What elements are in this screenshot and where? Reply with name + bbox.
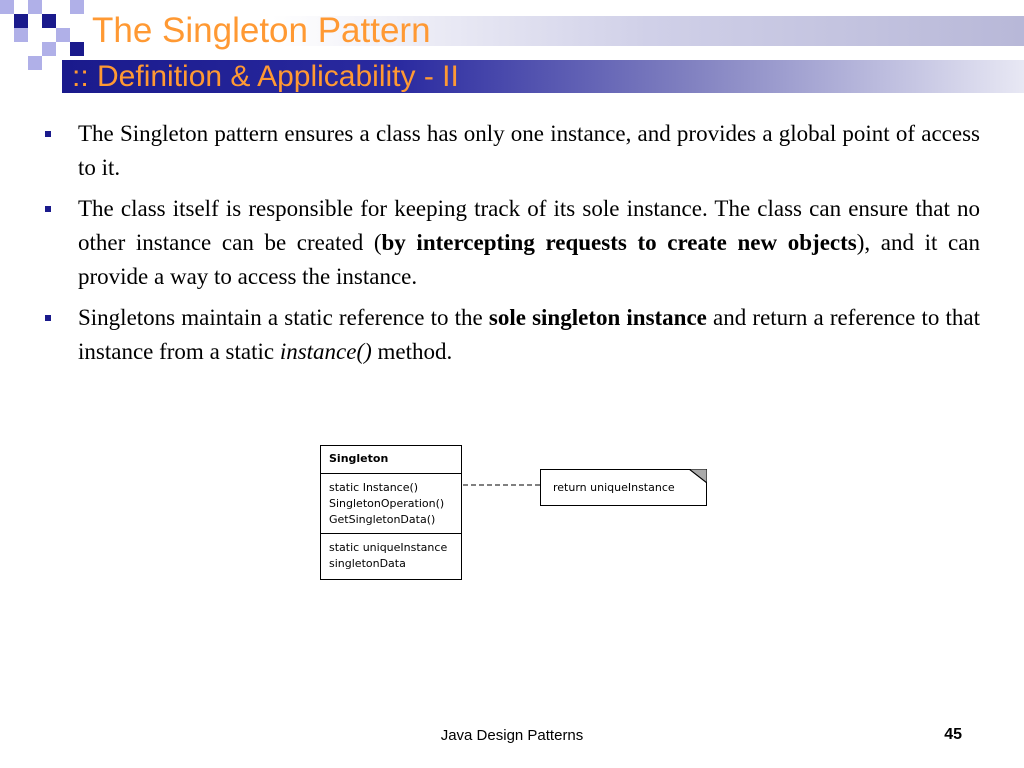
- bullet-item: [40, 192, 980, 294]
- deco-square: [42, 14, 56, 28]
- page-number: 45: [944, 726, 962, 743]
- bullet-text: sole singleton instance: [488, 305, 707, 330]
- bullet-square-icon: [45, 206, 51, 212]
- deco-square: [14, 14, 28, 28]
- uml-operation: GetSingletonData(): [329, 513, 436, 526]
- bullet-text: and return a reference to that instance from a static: [78, 305, 981, 364]
- bullet-text: ), and it can provide a way to access the instance.: [78, 230, 980, 289]
- footer-title: Java Design Patterns: [440, 727, 584, 744]
- uml-attributes: [321, 534, 461, 572]
- bullet-list: [40, 117, 980, 376]
- bullet-square-icon: [45, 131, 51, 137]
- bullet-item: [40, 117, 980, 185]
- bullet-text: instance(): [279, 339, 372, 364]
- deco-square: [70, 0, 84, 14]
- bullet-text: The Singleton pattern ensures a class has only one instance, and provides a global point of access to it.: [78, 121, 980, 180]
- deco-square: [14, 28, 28, 42]
- bullet-text: The class itself is responsible for keeping track of its sole instance. The class can ensure that no other instance can be created (: [78, 196, 980, 255]
- slide-title: The Singleton Pattern: [92, 11, 431, 50]
- deco-square: [28, 56, 42, 70]
- deco-square: [0, 0, 14, 14]
- bullet-text: by intercepting requests to create new objects: [381, 230, 857, 255]
- uml-note-text: return uniqueInstance: [553, 481, 675, 494]
- note-fold-icon: [689, 469, 707, 483]
- deco-square: [42, 42, 56, 56]
- uml-class-box: [320, 445, 462, 580]
- uml-operation: static Instance(): [329, 481, 419, 494]
- uml-attribute: static uniqueInstance: [329, 541, 448, 554]
- uml-attribute: singletonData: [329, 557, 406, 570]
- bullet-item: [40, 301, 980, 369]
- uml-operations: [321, 474, 461, 534]
- bullet-text: Singletons maintain a static reference to the: [78, 305, 489, 330]
- uml-class-name: Singleton: [321, 446, 461, 474]
- uml-note: [540, 469, 707, 506]
- deco-square: [56, 28, 70, 42]
- bullet-text: method.: [371, 339, 453, 364]
- uml-operation: SingletonOperation(): [329, 497, 445, 510]
- slide-subtitle: :: Definition & Applicability - II: [72, 60, 459, 93]
- bullet-square-icon: [45, 315, 51, 321]
- deco-square: [70, 42, 84, 56]
- deco-square: [28, 0, 42, 14]
